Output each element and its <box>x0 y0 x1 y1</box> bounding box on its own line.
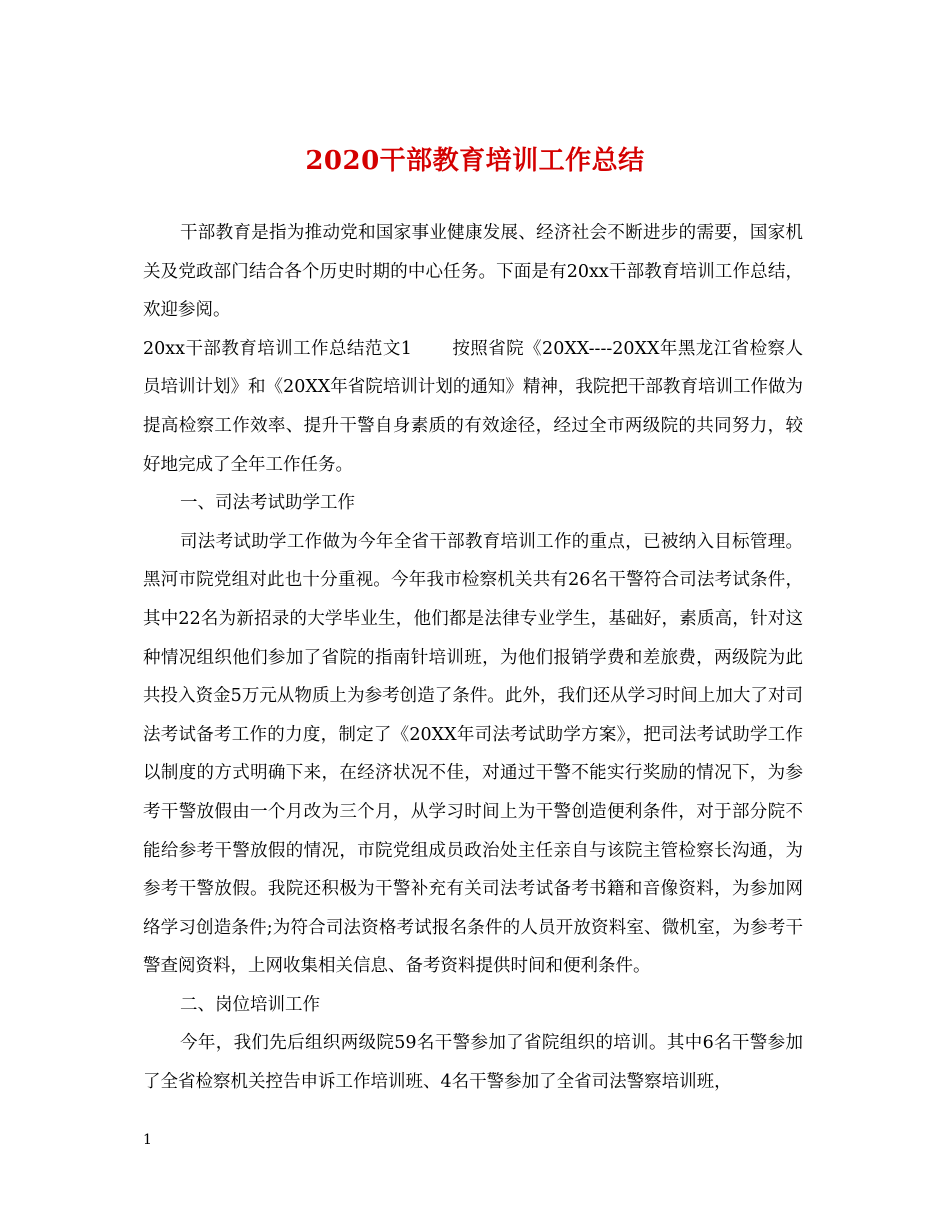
summary-paragraph <box>143 330 803 484</box>
document-title: 2020干部教育培训工作总结 <box>305 146 645 176</box>
section-heading-job-training: 二、岗位培训工作 <box>180 994 320 1015</box>
page-number: 1 <box>143 1132 152 1148</box>
summary-body: 按照省院《20XX----20XX年黑龙江省检察人员培训计划》和《20XX年省院培训计划的通知》精神，我院把干部教育培训工作做为提高检察工作效率、提升干警自身素质的有效途径，经过全市两级院的共同努力，较好地完成了全年工作任务。 <box>143 338 804 475</box>
document-body <box>143 214 803 1102</box>
intro-paragraph: 干部教育是指为推动党和国家事业健康发展、经济社会不断进步的需要，国家机关及党政部门结合各个历史时期的中心任务。下面是有20xx干部教育培训工作总结，欢迎参阅。 <box>143 223 803 321</box>
section-body-job-training: 今年，我们先后组织两级院59名干警参加了省院组织的培训。其中6名干警参加了全省检察机关控告申诉工作培训班、4名干警参加了全省司法警察培训班， <box>143 1033 803 1093</box>
section-heading-judicial-exam: 一、司法考试助学工作 <box>180 493 355 514</box>
summary-heading: 20xx干部教育培训工作总结范文1 <box>143 338 412 359</box>
section-body-judicial-exam: 司法考试助学工作做为今年全省干部教育培训工作的重点，已被纳入目标管理。黑河市院党组对此也十分重视。今年我市检察机关共有26名干警符合司法考试条件，其中22名为新招录的大学毕业生，他们都是法律专业学生，基础好，素质高，针对这种情况组织他们参加了省院的指南针培训班，为他们报销学费和差旅费，两级院为此共投入资金5万元从物质上为参考创造了条件。此外，我们还从学习时间上加大了对司法考试备考工作的力度，制定了《20XX年司法考试助学方案》，把司法考试助学工作以制度的方式明确下来，在经济状况不佳，对通过干警不能实行奖励的情况下，为参考干警放假由一个月改为三个月，从学习时间上为干警创造便利条件，对于部分院不能给参考干警放假的情况，市院党组成员政治处主任亲自与该院主管检察长沟通，为参考干警放假。我院还积极为干警补充有关司法考试备考书籍和音像资料，为参加网络学习创造条件;为符合司法资格考试报名条件的人员开放资料室、微机室，为参考干警查阅资料，上网收集相关信息、备考资料提供时间和便利条件。 <box>143 531 803 977</box>
